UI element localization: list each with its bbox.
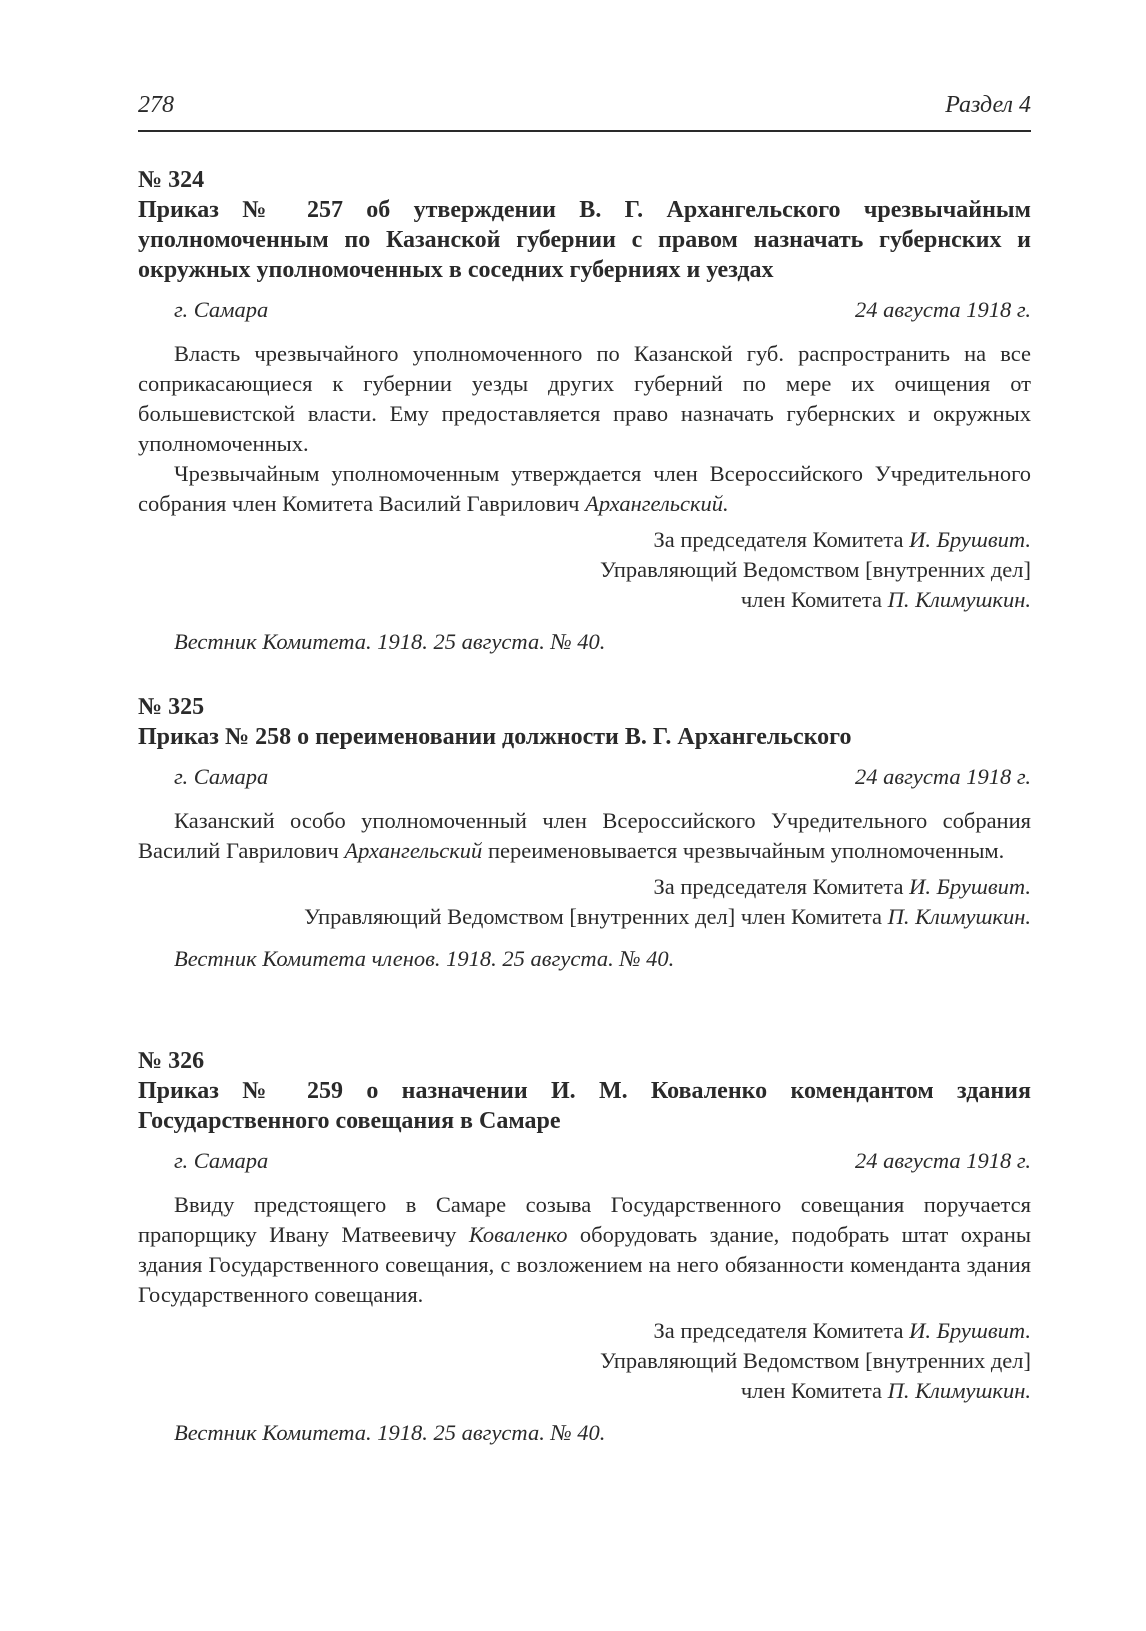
document-place: г. Самара xyxy=(174,764,269,789)
signature-line xyxy=(138,585,1031,615)
document-date: 24 августа 1918 г. xyxy=(854,297,1031,322)
document-number: № 324 xyxy=(138,167,205,193)
person-name: Коваленко xyxy=(468,1222,568,1247)
signature-name: И. Брушвит. xyxy=(909,874,1031,899)
signature-line xyxy=(138,555,1031,585)
signature-block xyxy=(138,1316,1031,1406)
signature-name: П. Климушкин. xyxy=(887,587,1031,612)
person-name: Архангельский xyxy=(344,838,483,863)
signature-line xyxy=(138,1346,1031,1376)
document-meta xyxy=(138,764,1031,794)
paragraph-text: переименовывается чрезвычайным уполномоченным. xyxy=(487,838,1005,863)
signature-name: П. Климушкин. xyxy=(887,1378,1031,1403)
signature-role: За председателя Комитета xyxy=(653,527,904,552)
document-place: г. Самара xyxy=(174,297,269,322)
signature-role: Управляющий Ведомством [внутренних дел] xyxy=(599,557,1031,582)
paragraph: Власть чрезвычайного уполномоченного по Казанской губ. распространить на все соприкасающиеся к губернии уезды других губерний по мере их очищения от большевистской власти. Ему предоставляется право назначать губернских и окружных уполномоченных. xyxy=(138,341,1031,456)
paragraph xyxy=(138,459,1031,519)
person-name: Архангельский. xyxy=(585,491,729,516)
document-title: Приказ № 258 о переименовании должности В. Г. Архангельского xyxy=(138,724,852,750)
document-place: г. Самара xyxy=(174,1148,269,1173)
document-title: Приказ № 259 о назначении И. М. Коваленко комендантом здания Государственного совещания в Самаре xyxy=(138,1078,1031,1134)
signature-role: Управляющий Ведомством [внутренних дел] xyxy=(599,1348,1031,1373)
signature-line xyxy=(138,525,1031,555)
signature-name: И. Брушвит. xyxy=(909,527,1031,552)
signature-line xyxy=(138,1316,1031,1346)
signature-role: член Комитета xyxy=(740,1378,882,1403)
signature-role: За председателя Комитета xyxy=(653,874,904,899)
document-meta xyxy=(138,1148,1031,1178)
document-date: 24 августа 1918 г. xyxy=(854,1148,1031,1173)
signature-line xyxy=(138,902,1031,932)
signature-line xyxy=(138,1376,1031,1406)
document-326 xyxy=(138,1046,1031,1448)
paragraph-text: оборудовать здание, подобрать штат охраны здания Государственного совещания, с возложением на него обязанности коменданта здания Государственного совещания. xyxy=(138,1222,1032,1307)
paragraph-text: Чрезвычайным уполномоченным утверждается член Всероссийского Учредительного собрания член Комитета Василий Гаврилович xyxy=(138,461,1031,516)
page-number: 278 xyxy=(138,92,174,118)
signature-name: И. Брушвит. xyxy=(909,1318,1031,1343)
paragraph xyxy=(138,1190,1031,1310)
document-meta xyxy=(138,297,1031,327)
document-title: Приказ № 257 об утверждении В. Г. Архангельского чрезвычайным уполномоченным по Казанской губернии с правом назначать губернских и окружных уполномоченных в соседних губерниях и уездах xyxy=(138,197,1031,283)
signature-line xyxy=(138,872,1031,902)
running-header xyxy=(138,90,1031,132)
document-date: 24 августа 1918 г. xyxy=(854,764,1031,789)
paragraph xyxy=(138,806,1031,866)
document-number: № 325 xyxy=(138,694,205,720)
document-body xyxy=(138,1190,1031,1310)
section-title: Раздел 4 xyxy=(945,92,1031,118)
document-number: № 326 xyxy=(138,1048,205,1074)
signature-role: член Комитета xyxy=(740,587,882,612)
signature-role: Управляющий Ведомством [внутренних дел] член Комитета xyxy=(304,904,882,929)
source-citation: Вестник Комитета. 1918. 25 августа. № 40. xyxy=(174,1420,606,1445)
document-body xyxy=(138,339,1031,519)
signature-block xyxy=(138,525,1031,615)
document-325 xyxy=(138,692,1031,974)
signature-role: За председателя Комитета xyxy=(653,1318,904,1343)
signature-name: П. Климушкин. xyxy=(887,904,1031,929)
document-body xyxy=(138,806,1031,866)
source-citation: Вестник Комитета членов. 1918. 25 августа. № 40. xyxy=(174,946,675,971)
paragraph-text: Ввиду предстоящего в Самаре созыва Государственного совещания поручается прапорщику Ивану Матвеевичу xyxy=(138,1192,1031,1247)
source-citation: Вестник Комитета. 1918. 25 августа. № 40. xyxy=(174,629,606,654)
paragraph-text: Казанский особо уполномоченный член Всероссийского Учредительного собрания Василий Гаврилович xyxy=(138,808,1031,863)
document-324 xyxy=(138,165,1031,657)
signature-block xyxy=(138,872,1031,932)
